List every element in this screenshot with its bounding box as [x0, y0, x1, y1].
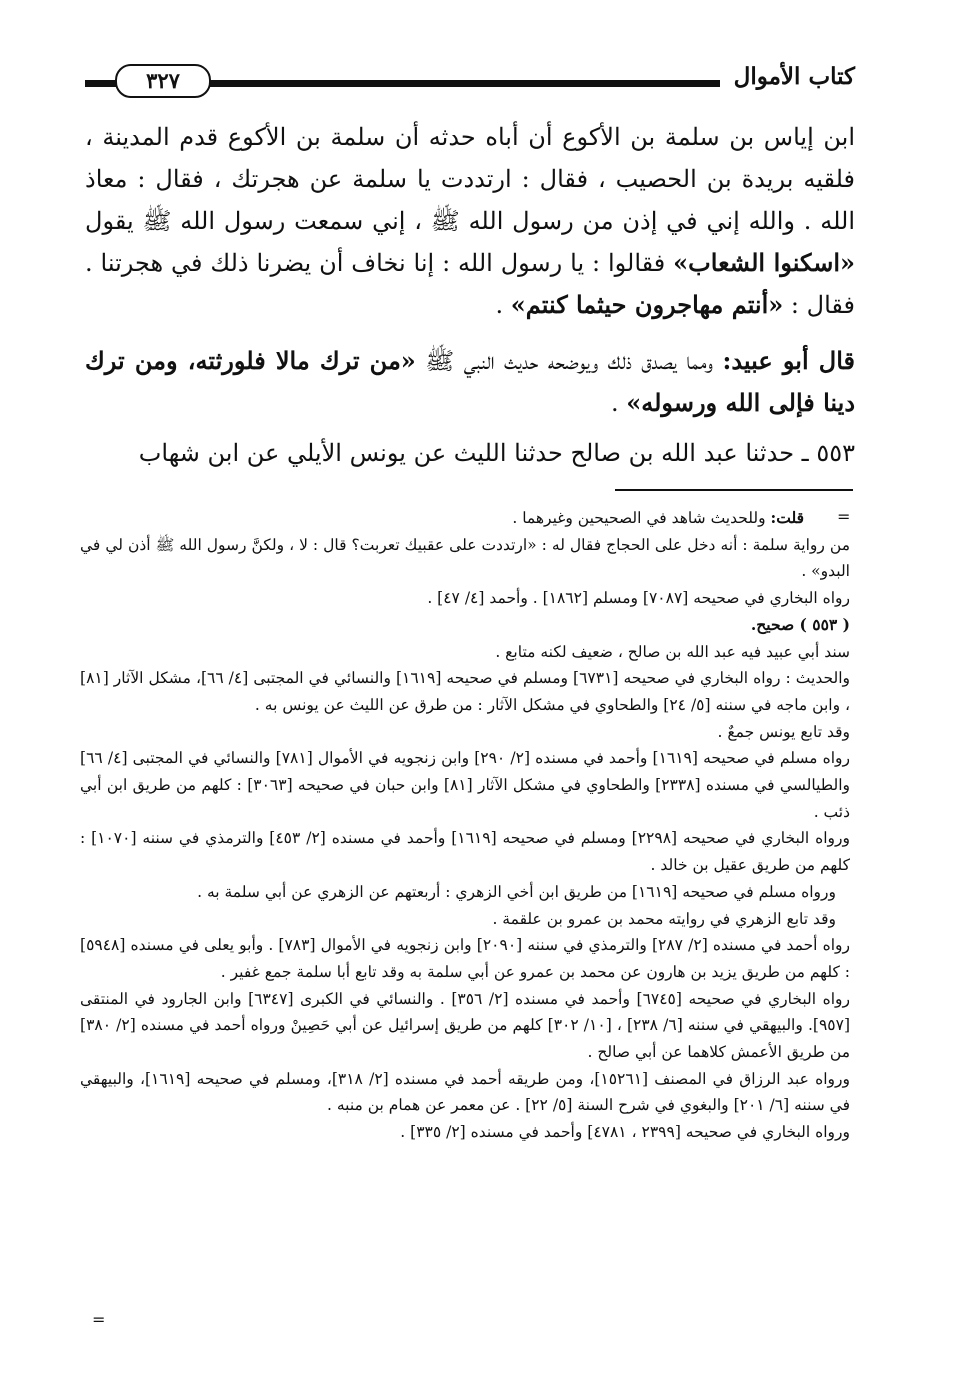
paragraph-hadith [85, 116, 855, 326]
footnote-line: وقد تابع الزهري في روايته محمد بن عمرو بن علقمة . [492, 909, 836, 928]
paragraph-abu-ubaid [85, 340, 855, 424]
footnote-line: ورواه البخاري في صحيحه [٢٣٩٩ ، ٤٧٨١] وأحمد في مسنده [٢/ ٣٣٥] . [400, 1123, 850, 1142]
footnotes [80, 505, 850, 1146]
footnote-line: ورواه مسلم في صحيحه [١٦١٩] من طريق ابن أخي الزهري : أربعتهم عن الزهري عن أبي سلمة به . [197, 882, 836, 901]
text-span: وللحديث شاهد في الصحيحين وغيرهما . [512, 509, 771, 527]
footnote-line: سند أبي عبيد فيه عبد الله بن صالح ، ضعيف لكنه متابع . [495, 642, 850, 661]
bold-quote: «اسكنوا الشعاب» [673, 248, 855, 277]
book-title: كتاب الأموال [720, 60, 855, 94]
footnote-line: وقد تابع يونس جمعٌ . [717, 722, 850, 741]
continuation-mark-bottom: = [92, 1310, 106, 1329]
qult-label: قلت: [770, 508, 804, 527]
footnote-line: من رواية سلمة : أنه دخل على الحجاج فقال له : «ارتددت على عقبيك تعربت؟ قال : لا ، ولكنَّ رسول الله ﷺ أذن لي في البدو» . [80, 535, 850, 581]
footnote-line: رواه البخاري في صحيحه [٦٧٤٥] وأحمد في مسنده [٢/ ٣٥٦] . والنسائي في الكبرى [٦٣٤٧] وابن الجارود في المنتقى [٩٥٧]. والبيهقي في سننه [٦/ ٢٣٨] ، [١٠/ ٣٠٢] كلهم من طريق إسرائيل عن أبي حَصِينْ ورواه أحمد في مسنده [٢/ ٣٨٠] من طريق الأعمش كلاهما عن أبي صالح . [80, 989, 850, 1062]
page-header [85, 56, 855, 106]
bold-quote: «أنتم مهاجرون حيثما كنتم» [510, 290, 784, 319]
paragraph-553: ٥٥٣ ـ حدثنا عبد الله بن صالح حدثنا الليث عن يونس الأيلي عن ابن شهاب [138, 439, 855, 467]
speaker-label: قال أبو عبيد: [722, 346, 856, 375]
text-span: . [610, 389, 627, 417]
text-span: ابن إياس بن سلمة بن الأكوع أن أباه حدثه أن سلمة بن الأكوع قدم المدينة ، فلقيه بريدة بن الحصيب ، فقال : ارتددت يا سلمة عن هجرتك ، فقال : معاذ الله . والله إني في إذن من رسول الله ﷺ ، إني سمعت رسول الله ﷺ يقول [85, 123, 855, 235]
page-number: ٣٢٧ [115, 64, 211, 98]
main-text [85, 116, 855, 474]
footnote-line: رواه البخاري في صحيحه [٧٠٨٧] ومسلم [١٨٦٢] . وأحمد [٤/ ٤٧] . [427, 589, 850, 608]
footnote-line [80, 505, 850, 532]
bold-quote: «من ترك مالا فلورثته، ومن ترك دينا فإلى الله ورسوله» [85, 346, 855, 417]
footnote-line: ورواه عبد الرزاق في المصنف [١٥٢٦١]، ومن طريقه أحمد في مسنده [٢/ ٣١٨]، ومسلم في صحيحه [١٦١٩]، والبيهقي في سننه [٦/ ٢٠١] والبغوي في شرح السنة [٥/ ٢٢] . عن معمر عن همام بن منبه . [80, 1069, 851, 1115]
footnote-separator [615, 489, 853, 491]
footnote-line: رواه أحمد في مسنده [٢/ ٢٨٧] والترمذي في سننه [٢٠٩٠] وابن زنجويه في الأموال [٧٨٣] . وأبو يعلى في مسنده [٥٩٤٨] : كلهم من طريق يزيد بن هارون عن محمد بن عمرو عن أبي سلمة به وقد تابع أبا سلمة جمع غفير . [80, 936, 850, 981]
text-span: . [495, 291, 511, 319]
text-span: ومما يصدق ذلك ويوضحه حديث النبي ﷺ [415, 347, 723, 375]
text-span: فقالوا : يا رسول الله : إنا نخاف أن يضرنا ذلك في هجرتنا . فقال : [85, 249, 855, 319]
footnote-line: والحديث : رواه البخاري في صحيحه [٦٧٣١] ومسلم في صحيحه [١٦١٩] والنسائي في المجتبى [٤/ ٦٦]، مشكل الآثار [٨١] ، وابن ماجه في سننه [٥/ ٢٤] والطحاوي في مشكل الآثار : من طرق عن الليث عن يونس به . [80, 669, 850, 714]
footnote-line: رواه مسلم في صحيحه [١٦١٩] وأحمد في مسنده [٢/ ٢٩٠] وابن زنجويه في الأموال [٧٨١] والنسائي في المجتبى [٤/ ٦٦] والطيالسي في مسنده [٢٣٣٨] والطحاوي في مشكل الآثار [٨١] وابن حبان في صحيحه [٣٠٦٣] : كلهم من طريق ابن أبي ذئب . [80, 749, 851, 821]
footnote-line: ورواه البخاري في صحيحه [٢٢٩٨] ومسلم في صحيحه [١٦١٩] وأحمد في مسنده [٢/ ٤٥٣] والترمذي في سننه [١٠٧٠] : كلهم من طريق عقيل بن خالد . [80, 829, 851, 875]
footnote-heading: ( ٥٥٣ ) صحيح. [750, 614, 850, 634]
continuation-mark-top: = [837, 507, 851, 526]
